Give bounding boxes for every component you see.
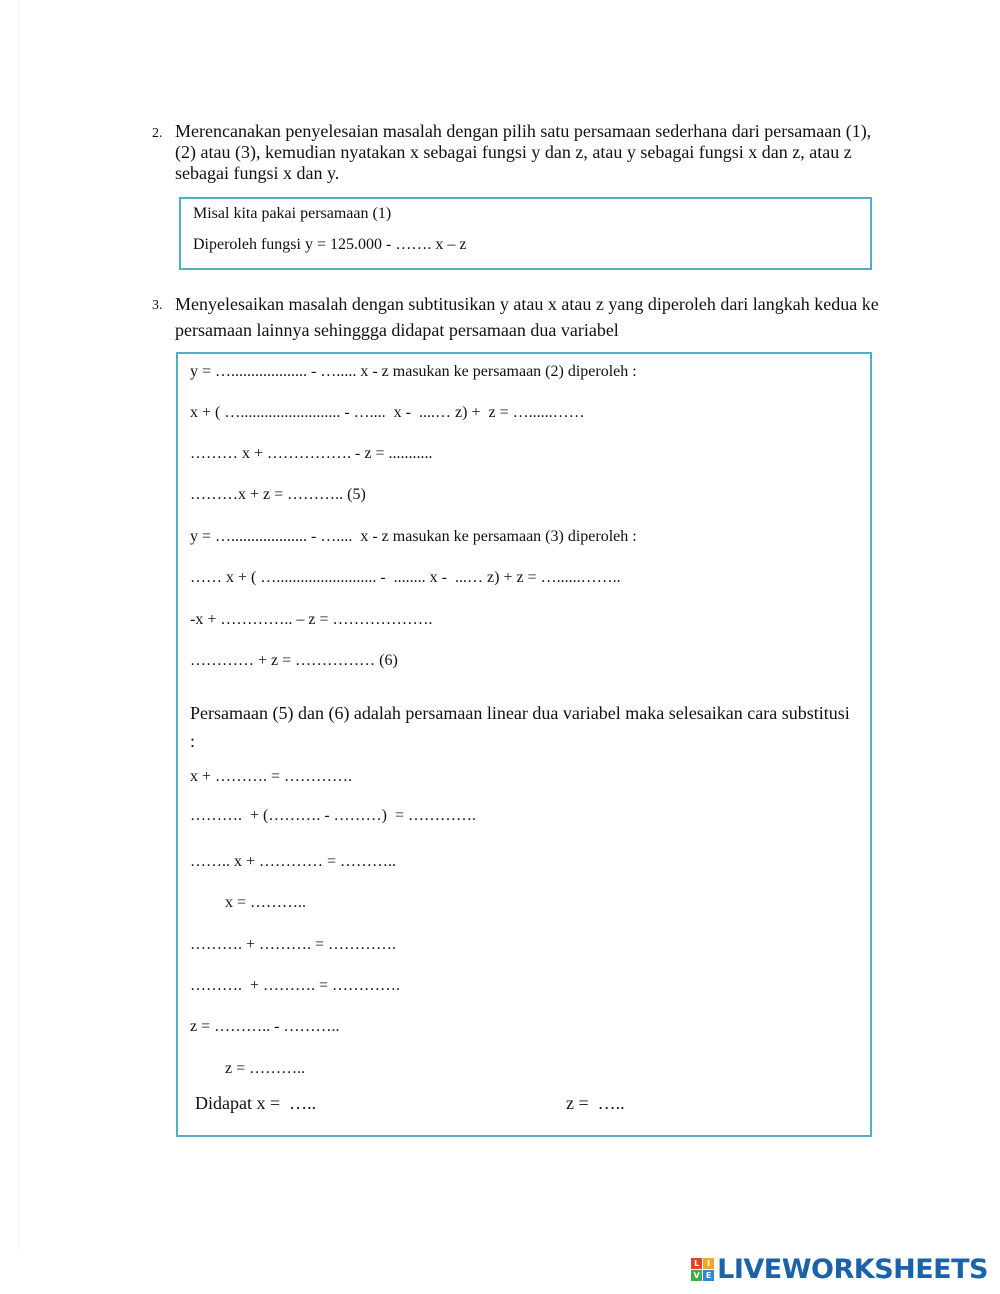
page-edge-line [18, 0, 19, 1250]
step-2-text: Merencanakan penyelesaian masalah dengan pilih satu persamaan sederhana dari persamaan (1), (2) atau (3), kemudian nyatakan x sebagai fungsi y dan z, atau y sebagai fungsi x dan z, atau z sebagai fungsi x dan y. [175, 121, 872, 183]
line-11: …….. x + ………… = ……….. [190, 853, 397, 870]
line-8: ………… + z = …………… (6) [190, 652, 398, 669]
line-4: ………x + z = ……….. (5) [190, 486, 366, 503]
line-5: y = …................... - ….... x - z masukan ke persamaan (3) diperoleh : [190, 528, 637, 545]
line-13: ………. + ………. = …………. [190, 936, 397, 953]
line-10: ………. + (………. - ………) = …………. [190, 807, 477, 824]
instruction-paragraph: Persamaan (5) dan (6) adalah persamaan linear dua variabel maka selesaikan cara substitusi : [190, 703, 850, 751]
step-2-number: 2. [152, 126, 163, 141]
worksheet-box [176, 352, 872, 1137]
line-9: x + ………. = …………. [190, 768, 353, 785]
line-12: x = ……….. [225, 894, 307, 911]
line-6: …… x + ( …......................... - ........ x - ...… z) + z = …......…….. [190, 569, 621, 586]
step-3-number: 3. [152, 298, 163, 313]
logo-mark-icon: L I V E [691, 1258, 714, 1281]
line-7: -x + ………….. – z = ………………. [190, 611, 433, 628]
result-z: z = ….. [566, 1093, 625, 1113]
example-line-2: Diperoleh fungsi y = 125.000 - ……. x – z [193, 236, 467, 253]
liveworksheets-logo [691, 1254, 988, 1285]
example-line-1: Misal kita pakai persamaan (1) [193, 205, 392, 222]
logo-text: LIVEWORKSHEETS [717, 1254, 988, 1285]
line-15: z = ……….. - ……….. [190, 1018, 340, 1035]
step-2 [152, 121, 882, 184]
result-x: Didapat x = ….. [195, 1093, 317, 1113]
example-box [179, 197, 872, 270]
line-16: z = ……….. [225, 1060, 306, 1077]
line-1: y = …................... - …..... x - z masukan ke persamaan (2) diperoleh : [190, 363, 637, 380]
step-3 [152, 291, 882, 343]
line-14: ………. + ………. = …………. [190, 977, 401, 994]
line-2: x + ( …......................... - ….... x - ....… z) + z = …......…… [190, 404, 585, 421]
line-3: ……… x + ……………. - z = ........... [190, 445, 433, 462]
step-3-text: Menyelesaikan masalah dengan subtitusikan y atau x atau z yang diperoleh dari langkah kedua ke persamaan lainnya sehinggga didapat persamaan dua variabel [175, 294, 879, 340]
